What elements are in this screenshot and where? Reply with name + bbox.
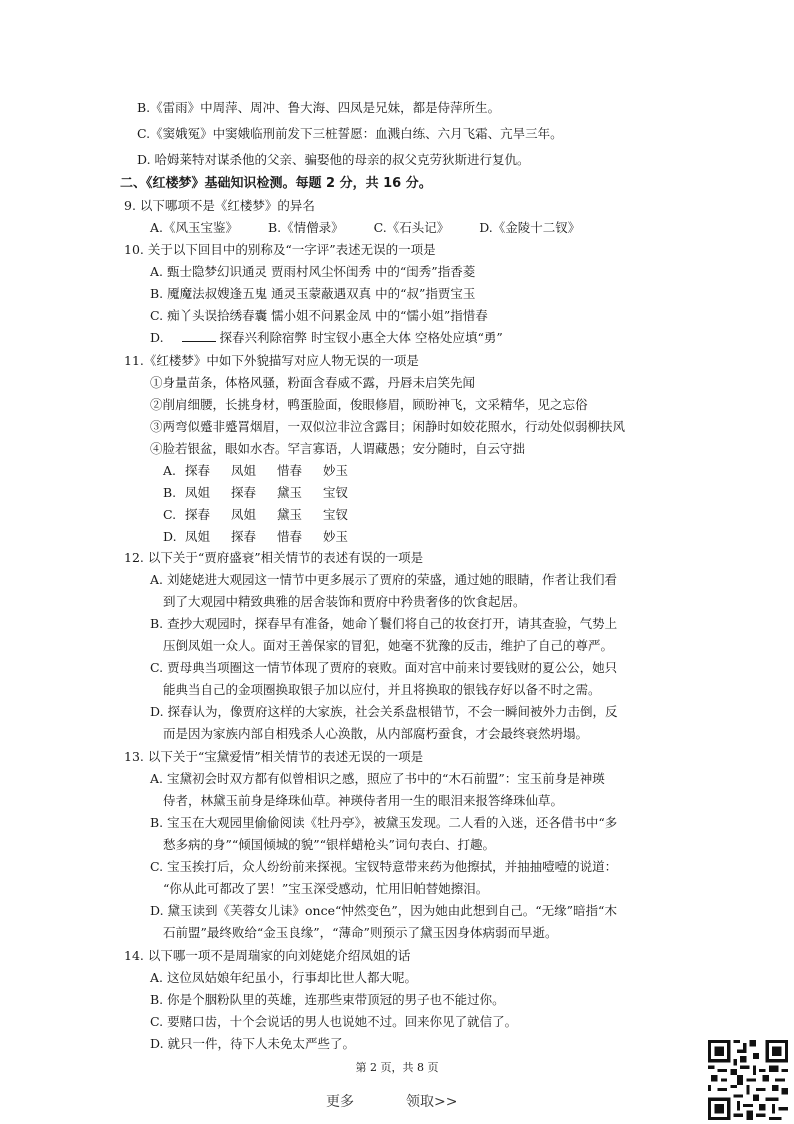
q12-option-b: B. 查抄大观园时，探春早有准备，她命丫鬟们将自己的妆奁打开，请其查验，气势上 bbox=[150, 616, 618, 631]
q13-option-c-cont: “你从此可都改了罢！”宝玉深受感动，忙用旧帕替她擦泪。 bbox=[163, 881, 489, 896]
q13-option-a-cont: 侍者，林黛玉前身是绛珠仙草。神瑛侍者用一生的眼泪来报答绛珠仙草。 bbox=[163, 793, 564, 808]
answer-name: 探春 bbox=[185, 463, 211, 478]
q12-option-a-cont: 到了大观园中精致典雅的居舍装饰和贾府中矜贵奢侈的饮食起居。 bbox=[163, 594, 526, 609]
answer-name: 妙玉 bbox=[323, 529, 349, 544]
q11-description-2: ②削肩细腰，长挑身材，鸭蛋脸面，俊眼修眉，顾盼神飞，文采精华，见之忘俗 bbox=[150, 397, 588, 412]
q9-option-d: D.《金陵十二钗》 bbox=[479, 220, 581, 235]
answer-name: 惜春 bbox=[277, 529, 303, 544]
answer-label: D. bbox=[163, 529, 177, 544]
q11-answer-b bbox=[163, 484, 369, 502]
q11-answer-d bbox=[163, 528, 369, 546]
q11-description-1: ①身量苗条，体格风骚，粉面含春威不露，丹唇未启笑先闻 bbox=[150, 375, 476, 390]
question-stem: 11.《红楼梦》中如下外貌描写对应人物无误的一项是 bbox=[124, 353, 419, 368]
answer-name: 凤姐 bbox=[231, 463, 257, 478]
q10-option-b: B. 魇魔法叔嫂逢五鬼 通灵玉蒙蔽遇双真 中的“叔”指贾宝玉 bbox=[150, 286, 476, 301]
page-number: 第 2 页，共 8 页 bbox=[355, 1061, 439, 1074]
answer-name: 凤姐 bbox=[185, 529, 211, 544]
answer-name: 妙玉 bbox=[323, 463, 349, 478]
question-stem: 12. 以下关于“贾府盛衰”相关情节的表述有误的一项是 bbox=[124, 550, 424, 565]
q14-option-c: C. 要赌口齿，十个会说话的男人也说她不过。回来你见了就信了。 bbox=[150, 1014, 518, 1029]
more-link[interactable] bbox=[326, 1092, 457, 1112]
q12-option-a: A. 刘姥姥进大观园这一情节中更多展示了贾府的荣盛，通过她的眼睛，作者让我们看 bbox=[150, 572, 617, 587]
q10-option-d-label: D. bbox=[150, 330, 164, 345]
answer-name: 探春 bbox=[185, 507, 211, 522]
q12-option-d: D. 探春认为，像贾府这样的大家族，社会关系盘根错节，不会一瞬间被外力击倒，反 bbox=[150, 704, 618, 719]
fill-blank bbox=[182, 329, 216, 342]
q11-description-3: ③两弯似蹙非蹙罥烟眉，一双似泣非泣含露目；闲静时如姣花照水，行动处似弱柳扶风 bbox=[150, 419, 626, 434]
q12-option-d-cont: 而是因为家族内部自相残杀人心涣散，从内部腐朽蚕食，才会最终衰然坍塌。 bbox=[163, 726, 589, 741]
answer-name: 惜春 bbox=[277, 463, 303, 478]
section-title: 二、《红楼梦》基础知识检测。每题 2 分，共 16 分。 bbox=[120, 176, 432, 191]
answer-name: 凤姐 bbox=[231, 507, 257, 522]
more-link-left[interactable]: 更多 bbox=[326, 1094, 354, 1110]
answer-label: A. bbox=[163, 463, 177, 478]
q11-answer-c bbox=[163, 506, 369, 524]
option-line: B.《雷雨》中周萍、周冲、鲁大海、四凤是兄妹，都是侍萍所生。 bbox=[137, 100, 501, 115]
q14-option-d: D. 就只一件，待下人未免太严些了。 bbox=[150, 1036, 356, 1051]
answer-name: 探春 bbox=[231, 485, 257, 500]
q13-option-a: A. 宝黛初会时双方都有似曾相识之感，照应了书中的“木石前盟”：宝玉前身是神瑛 bbox=[150, 771, 605, 786]
q10-option-d-text: 探春兴利除宿弊 时宝钗小惠全大体 空格处应填“勇” bbox=[219, 330, 503, 345]
answer-name: 宝钗 bbox=[323, 507, 349, 522]
q9-options bbox=[150, 219, 580, 237]
q12-option-c: C. 贾母典当项圈这一情节体现了贾府的衰败。面对宫中前来讨要钱财的夏公公，她只 bbox=[150, 660, 618, 675]
q13-option-c: C. 宝玉挨打后，众人纷纷前来探视。宝钗特意带来药为他擦拭，并抽抽噎噎的说道： bbox=[150, 859, 618, 874]
answer-name: 凤姐 bbox=[185, 485, 211, 500]
more-link-right[interactable]: 领取>> bbox=[406, 1094, 458, 1110]
q9-option-b: B.《情僧录》 bbox=[268, 220, 344, 235]
qr-code-icon[interactable] bbox=[708, 1040, 788, 1120]
q11-description-4: ④脸若银盆，眼如水杏。罕言寡语，人谓藏愚；安分随时，自云守拙 bbox=[150, 441, 526, 456]
question-stem: 13. 以下关于“宝黛爱情”相关情节的表述无误的一项是 bbox=[124, 749, 424, 764]
q13-option-d-cont: 石前盟”最终败给“金玉良缘”，“薄命”则预示了黛玉因身体病弱而早逝。 bbox=[163, 925, 558, 940]
q11-answer-a bbox=[163, 462, 369, 480]
q9-option-a: A.《风玉宝鉴》 bbox=[150, 220, 239, 235]
answer-name: 宝钗 bbox=[323, 485, 349, 500]
q10-option-d bbox=[150, 329, 503, 347]
q12-option-b-cont: 压倒凤姐一众人。面对王善保家的冒犯，她毫不犹豫的反击，维护了自己的尊严。 bbox=[163, 638, 614, 653]
answer-name: 黛玉 bbox=[277, 485, 303, 500]
q10-option-a: A. 甄士隐梦幻识通灵 贾雨村风尘怀闺秀 中的“闺秀”指香菱 bbox=[150, 264, 476, 279]
answer-name: 黛玉 bbox=[277, 507, 303, 522]
q14-option-a: A. 这位凤姑娘年纪虽小，行事却比世人都大呢。 bbox=[150, 970, 417, 985]
answer-name: 探春 bbox=[231, 529, 257, 544]
q13-option-b: B. 宝玉在大观园里偷偷阅读《牡丹亭》，被黛玉发现。二人看的入迷，还各借书中“多 bbox=[150, 815, 618, 830]
option-line: D. 哈姆莱特对谋杀他的父亲、骗娶他的母亲的叔父克劳狄斯进行复仇。 bbox=[137, 152, 530, 167]
question-stem: 10. 关于以下回目中的别称及“一字评”表述无误的一项是 bbox=[124, 242, 436, 257]
q12-option-c-cont: 能典当自己的金项圈换取银子加以应付，并且将换取的银钱存好以备不时之需。 bbox=[163, 682, 601, 697]
question-stem: 9. 以下哪项不是《红楼梦》的异名 bbox=[124, 198, 315, 213]
q10-option-c: C. 痴丫头误拾绣春囊 懦小姐不问累金凤 中的“懦小姐”指惜春 bbox=[150, 308, 488, 323]
answer-label: C. bbox=[163, 507, 177, 522]
answer-label: B. bbox=[163, 485, 177, 500]
question-stem: 14. 以下哪一项不是周瑞家的向刘姥姥介绍凤姐的话 bbox=[124, 948, 411, 963]
q9-option-c: C.《石头记》 bbox=[373, 220, 450, 235]
q13-option-d: D. 黛玉读到《芙蓉女儿诔》once“忡然变色”，因为她由此想到自己。“无缘”暗指“木 bbox=[150, 903, 617, 918]
q13-option-b-cont: 愁多病的身”“倾国倾城的貌”“银样蜡枪头”词句表白、打趣。 bbox=[163, 837, 495, 852]
option-line: C.《窦娥冤》中窦娥临刑前发下三桩誓愿：血溅白练、六月飞霜、亢旱三年。 bbox=[137, 126, 563, 141]
q14-option-b: B. 你是个胭粉队里的英雄，连那些束带顶冠的男子也不能过你。 bbox=[150, 992, 505, 1007]
